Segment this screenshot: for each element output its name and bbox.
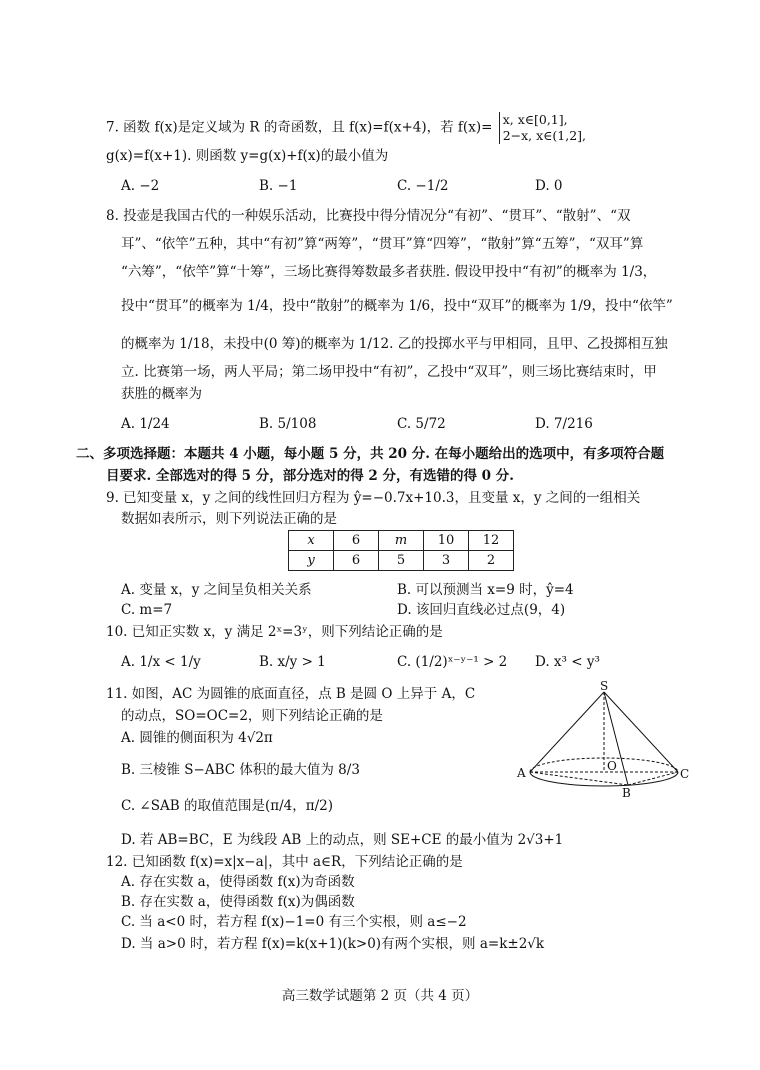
q11-option-c: C. ∠SAB 的取值范围是(π/4，π/2) xyxy=(121,798,334,814)
label-b: B xyxy=(622,786,631,800)
q11-stem-line1: 11. 如图，AC 为圆锥的底面直径，点 B 是圆 O 上异于 A，C xyxy=(106,686,476,702)
q8-stem-line2: 耳”、“依竿”五种，其中“有初”算“两筹”，“贯耳”算“四筹”，“散射”算“五筹”，“双耳”算 xyxy=(121,236,644,252)
q8-stem-line6: 立. 比赛第一场，两人平局；第二场甲投中“有初”，乙投中“双耳”，则三场比赛结束时，甲 xyxy=(121,364,657,380)
label-a: A xyxy=(517,766,526,780)
q12-option-c: C. 当 a<0 时，若方程 f(x)−1=0 有三个实根，则 a≤−2 xyxy=(121,914,467,930)
q9-option-a: A. 变量 x，y 之间呈负相关关系 xyxy=(121,582,312,598)
section2-heading-line2: 目要求. 全部选对的得 5 分，部分选对的得 2 分，有选错的得 0 分. xyxy=(106,468,514,484)
table-cell: 5 xyxy=(379,551,424,571)
q12-option-d: D. 当 a>0 时，若方程 f(x)=k(x+1)(k>0)有两个实根，则 a=k±2√k xyxy=(121,936,545,952)
q11-option-b: B. 三棱锥 S−ABC 体积的最大值为 8/3 xyxy=(121,762,360,778)
q10-option-b: B. x/y > 1 xyxy=(259,654,326,670)
q11-option-d: D. 若 AB=BC，E 为线段 AB 上的动点，则 SE+CE 的最小值为 2√3+1 xyxy=(121,832,564,848)
table-row xyxy=(289,531,514,551)
q11-option-a: A. 圆锥的侧面积为 4√2π xyxy=(121,730,273,746)
q12-stem: 12. 已知函数 f(x)=x|x−a|，其中 a∈R，下列结论正确的是 xyxy=(106,854,463,870)
table-cell: 6 xyxy=(334,551,379,571)
q10-option-d: D. x³ < y³ xyxy=(535,654,600,670)
q8-option-c: C. 5/72 xyxy=(397,416,446,432)
label-o: O xyxy=(607,759,617,773)
q9-stem-line2: 数据如表所示，则下列说法正确的是 xyxy=(121,511,337,527)
q7-option-b: B. −1 xyxy=(259,178,298,194)
label-s: S xyxy=(600,680,609,693)
table-cell: x xyxy=(289,531,334,551)
q10-option-c: C. (1/2)ˣ⁻ʸ⁻¹ > 2 xyxy=(397,654,508,670)
q8-option-d: D. 7/216 xyxy=(535,416,593,432)
q10-stem: 10. 已知正实数 x，y 满足 2ˣ=3ʸ，则下列结论正确的是 xyxy=(106,624,443,640)
cone-base-front xyxy=(530,772,678,786)
table-cell: 6 xyxy=(334,531,379,551)
q9-data-table xyxy=(288,530,514,571)
table-cell: 12 xyxy=(469,531,514,551)
table-cell: 3 xyxy=(424,551,469,571)
q9-stem-line1: 9. 已知变量 x，y 之间的线性回归方程为 ŷ=−0.7x+10.3，且变量 x，y 之间的一组相关 xyxy=(106,490,641,506)
q8-stem-line5: 的概率为 1/18，未投中(0 筹)的概率为 1/12. 乙的投掷水平与甲相同，且甲、乙投掷相互独 xyxy=(121,336,668,352)
q11-stem-line2: 的动点，SO=OC=2，则下列结论正确的是 xyxy=(121,708,383,724)
q8-stem-line7: 获胜的概率为 xyxy=(121,386,202,402)
table-row xyxy=(289,551,514,571)
q8-option-a: A. 1/24 xyxy=(121,416,170,432)
q7-option-c: C. −1/2 xyxy=(397,178,449,194)
q7-stem-line2: g(x)=f(x+1). 则函数 y=g(x)+f(x)的最小值为 xyxy=(106,148,389,164)
page-footer: 高三数学试题第 2 页（共 4 页） xyxy=(281,988,479,1004)
q7-piecewise: x, x∈[0,1], 2−x, x∈(1,2], xyxy=(499,112,586,144)
q7-stem-line1: 7. 函数 f(x)是定义域为 R 的奇函数，且 f(x)=f(x+4)，若 f(x)= x, x∈[0,1], 2−x, x∈(1,2], xyxy=(106,112,587,143)
table-cell: m xyxy=(379,531,424,551)
q9-option-d: D. 该回归直线必过点(9，4) xyxy=(397,602,566,618)
q8-stem-line1: 8. 投壶是我国古代的一种娱乐活动，比赛投中得分情况分“有初”、“贯耳”、“散射”、“双 xyxy=(106,208,631,224)
q9-option-b: B. 可以预测当 x=9 时，ŷ=4 xyxy=(397,582,574,598)
q7-option-a: A. −2 xyxy=(121,178,160,194)
q9-option-c: C. m=7 xyxy=(121,602,173,618)
q12-option-b: B. 存在实数 a，使得函数 f(x)为偶函数 xyxy=(121,894,355,910)
q8-stem-line4: 投中“贯耳”的概率为 1/4，投中“散射”的概率为 1/6，投中“双耳”的概率为 1/9，投中“依竿” xyxy=(121,298,673,314)
q8-option-b: B. 5/108 xyxy=(259,416,317,432)
section2-heading-line1: 二、多项选择题：本题共 4 小题，每小题 5 分，共 20 分. 在每小题给出的选项中，有多项符合题 xyxy=(76,446,665,462)
label-c: C xyxy=(680,767,690,781)
table-cell: y xyxy=(289,551,334,571)
q10-option-a: A. 1/x < 1/y xyxy=(121,654,201,670)
table-cell: 2 xyxy=(469,551,514,571)
q12-option-a: A. 存在实数 a，使得函数 f(x)为奇函数 xyxy=(121,874,355,890)
cone-figure xyxy=(512,680,692,800)
chord-ab xyxy=(530,772,628,785)
q8-stem-line3: “六筹”，“依竿”算“十筹”，三场比赛得筹数最多者获胜. 假设甲投中“有初”的概率为 1/3， xyxy=(121,264,657,280)
table-cell: 10 xyxy=(424,531,469,551)
q7-option-d: D. 0 xyxy=(535,178,563,194)
